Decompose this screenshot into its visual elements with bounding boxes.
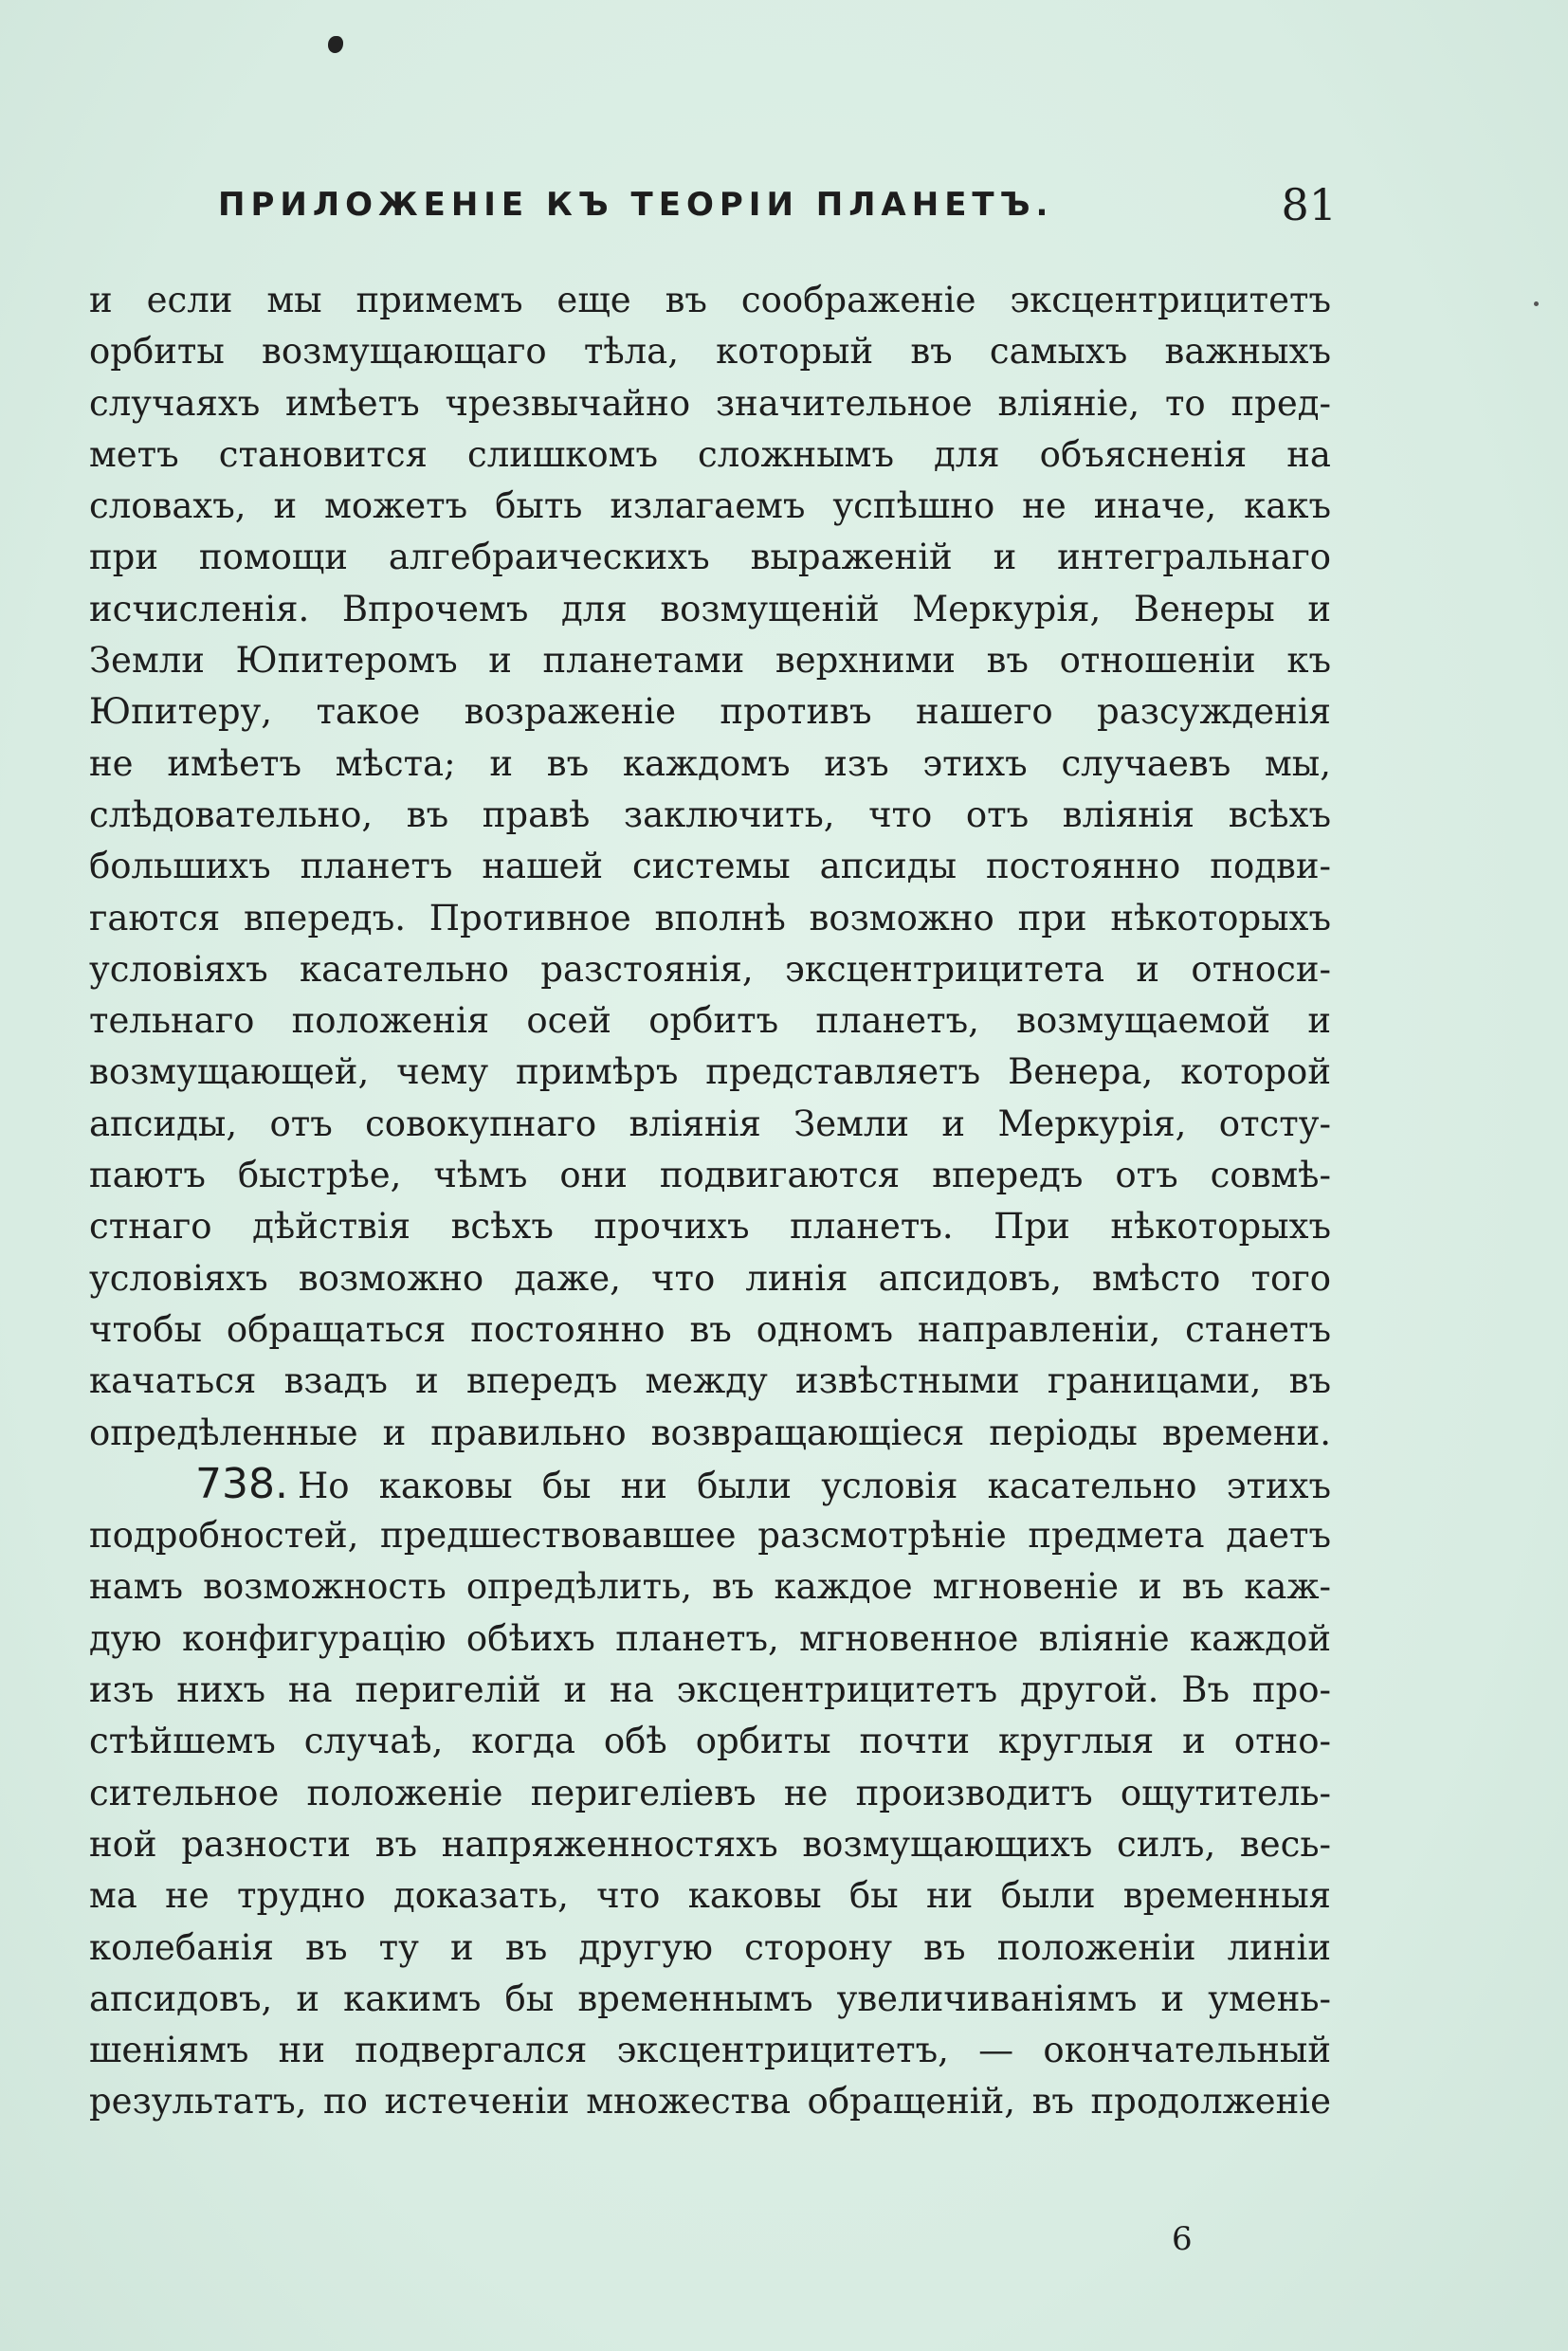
line-text: Но каковы бы ни были условія касательно этихъ	[297, 1465, 1331, 1506]
text-line	[89, 1047, 1331, 1098]
text-line	[89, 1510, 1331, 1561]
text-line	[89, 326, 1331, 377]
line-text: гаются впередъ. Противное вполнѣ возможно при нѣкоторыхъ	[89, 897, 1331, 939]
line-text: результатъ, по истеченіи множества обращеній, въ продолженіе	[89, 2081, 1331, 2123]
line-text: возмущающей, чему примѣръ представляетъ Венера, которой	[89, 1051, 1331, 1093]
text-line	[89, 1613, 1331, 1665]
ink-speck	[328, 36, 343, 53]
line-text: качаться взадъ и впередъ между извѣстными границами, въ	[89, 1360, 1331, 1402]
line-text: опредѣленные и правильно возвращающіеся періоды времени.	[89, 1412, 1331, 1453]
text-line	[89, 738, 1331, 790]
text-line	[89, 2076, 1331, 2127]
line-text: и если мы примемъ еще въ соображеніе эксцентрицитетъ	[89, 280, 1331, 320]
line-text: шеніямъ ни подвергался эксцентрицитетъ, — окончательный	[89, 2030, 1331, 2071]
running-head: ПРИЛОЖЕНІЕ КЪ ТЕОРІИ ПЛАНЕТЪ.	[218, 186, 1054, 224]
text-line	[89, 1768, 1331, 1819]
text-line	[89, 1150, 1331, 1201]
line-text: при помощи алгебраическихъ выраженій и интегральнаго	[89, 537, 1331, 578]
text-line	[89, 893, 1331, 944]
line-text: апсиды, отъ совокупнаго вліянія Земли и Меркурія, отсту-	[89, 1103, 1331, 1144]
line-text: метъ становится слишкомъ сложнымъ для объясненія на	[89, 433, 1331, 475]
text-line	[89, 532, 1331, 583]
line-text: Юпитеру, такое возраженіе противъ нашего разсужденія	[89, 691, 1331, 733]
text-line	[89, 481, 1331, 532]
text-line	[89, 1459, 1331, 1510]
line-text: колебанія въ ту и въ другую сторону въ положеніи линіи	[89, 1926, 1331, 1968]
signature-mark: 6	[1172, 2220, 1193, 2258]
line-text: намъ возможность опредѣлить, въ каждое мгновеніе и въ каж-	[89, 1566, 1331, 1608]
text-line	[89, 1561, 1331, 1613]
body-text	[89, 275, 1331, 2128]
text-line	[89, 1253, 1331, 1304]
text-line	[89, 1870, 1331, 1922]
line-text: изъ нихъ на перигелій и на эксцентрицитетъ другой. Въ про-	[89, 1669, 1331, 1711]
text-line	[89, 841, 1331, 892]
line-text: сительное положеніе перигеліевъ не производитъ ощутитель-	[89, 1772, 1331, 1813]
text-line	[89, 635, 1331, 686]
text-line	[89, 1665, 1331, 1716]
line-text: чтобы обращаться постоянно въ одномъ направленіи, станетъ	[89, 1308, 1331, 1350]
text-line	[89, 1408, 1331, 1459]
line-text: случаяхъ имѣетъ чрезвычайно значительное вліяніе, то пред-	[89, 382, 1331, 424]
ink-speck	[1534, 301, 1539, 306]
text-line	[89, 1201, 1331, 1252]
line-text: тельнаго положенія осей орбитъ планетъ, возмущаемой и	[89, 1000, 1331, 1042]
text-line	[89, 790, 1331, 841]
text-line	[89, 1716, 1331, 1767]
line-text: стѣйшемъ случаѣ, когда обѣ орбиты почти круглыя и отно-	[89, 1721, 1331, 1762]
text-line	[89, 1099, 1331, 1150]
section-number: 738.	[195, 1459, 288, 1508]
line-text: исчисленія. Впрочемъ для возмущеній Меркурія, Венеры и	[89, 588, 1331, 629]
line-text: паютъ быстрѣе, чѣмъ они подвигаются впередъ отъ совмѣ-	[89, 1155, 1331, 1196]
line-text: апсидовъ, и какимъ бы временнымъ увеличиваніямъ и умень-	[89, 1977, 1331, 2019]
line-text: стнаго дѣйствія всѣхъ прочихъ планетъ. При нѣкоторыхъ	[89, 1206, 1331, 1248]
text-line	[89, 1923, 1331, 1974]
page-number: 81	[1281, 179, 1337, 230]
page-header	[218, 176, 1337, 233]
text-line	[89, 944, 1331, 995]
line-text: не имѣетъ мѣста; и въ каждомъ изъ этихъ случаевъ мы,	[89, 742, 1331, 784]
text-line	[89, 1304, 1331, 1356]
line-text: ной разности въ напряженностяхъ возмущающихъ силъ, весь-	[89, 1823, 1331, 1865]
line-text: ма не трудно доказать, что каковы бы ни были временныя	[89, 1875, 1331, 1917]
line-text: подробностей, предшествовавшее разсмотрѣніе предмета даетъ	[89, 1515, 1331, 1557]
line-text: условіяхъ возможно даже, что линія апсидовъ, вмѣсто того	[89, 1257, 1331, 1299]
text-line	[89, 275, 1331, 326]
text-line	[89, 1819, 1331, 1870]
text-line	[89, 584, 1331, 635]
text-line	[89, 686, 1331, 738]
line-text: орбиты возмущающаго тѣла, который въ самыхъ важныхъ	[89, 331, 1331, 373]
text-line	[89, 429, 1331, 481]
line-text: дую конфигурацію обѣихъ планетъ, мгновенное вліяніе каждой	[89, 1617, 1331, 1659]
line-text: большихъ планетъ нашей системы апсиды постоянно подви-	[89, 846, 1331, 887]
line-text: условіяхъ касательно разстоянія, эксцентрицитета и относи-	[89, 948, 1331, 990]
text-line	[89, 2025, 1331, 2076]
text-line	[89, 378, 1331, 429]
text-line	[89, 1356, 1331, 1407]
line-text: слѣдовательно, въ правѣ заключить, что отъ вліянія всѣхъ	[89, 793, 1331, 835]
text-line	[89, 995, 1331, 1047]
line-text: словахъ, и можетъ быть излагаемъ успѣшно не иначе, какъ	[89, 485, 1331, 527]
line-text: Земли Юпитеромъ и планетами верхними въ отношеніи къ	[89, 640, 1331, 682]
text-line	[89, 1974, 1331, 2025]
